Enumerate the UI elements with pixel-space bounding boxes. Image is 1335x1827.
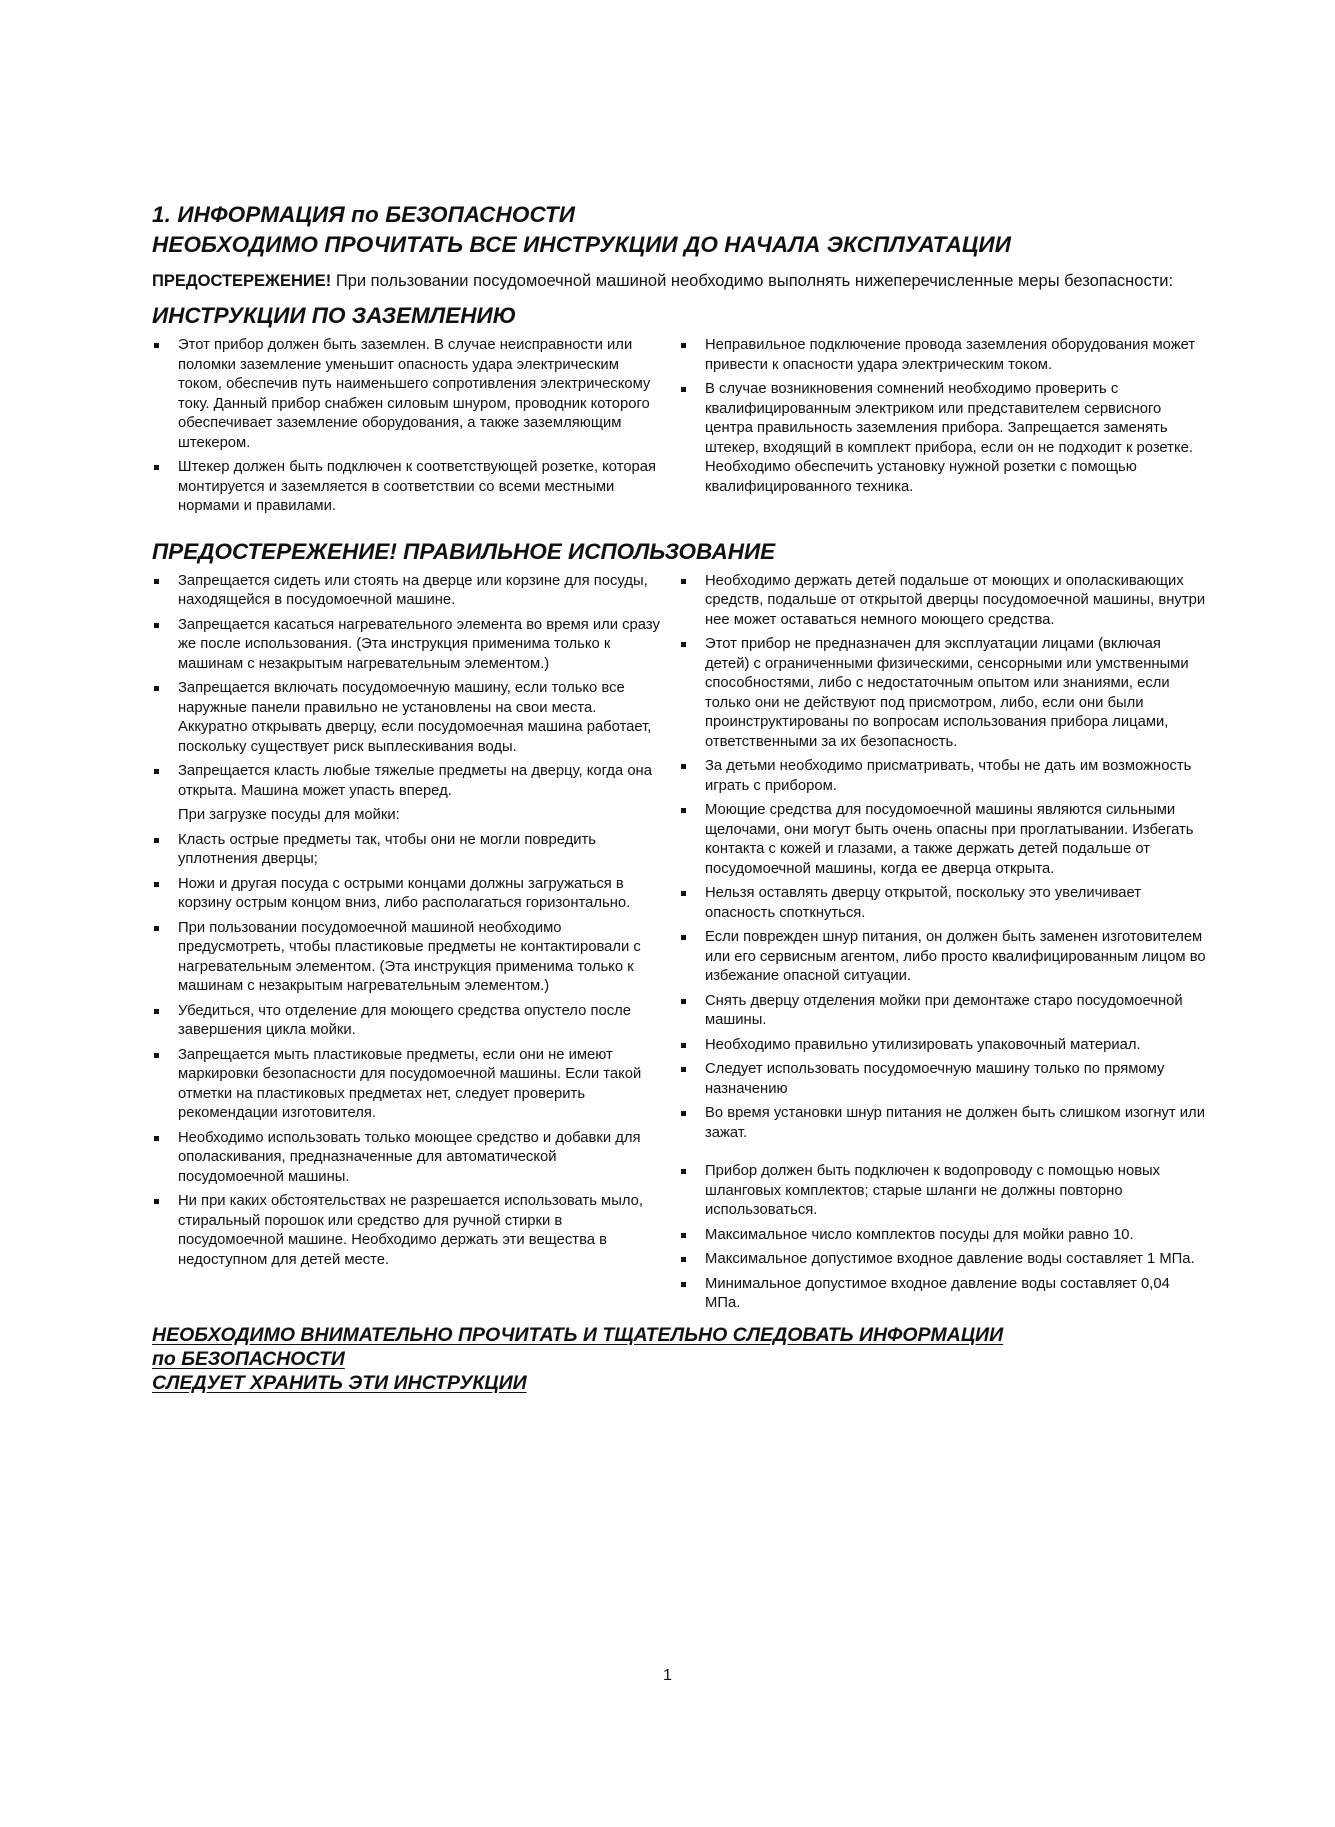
intro-label: ПРЕДОСТЕРЕЖЕНИЕ!	[152, 272, 332, 290]
usage-left-column	[152, 572, 662, 1319]
list-item: Если поврежден шнур питания, он должен быть заменен изготовителем или его сервисным агентом, либо просто квалифицированным лицом во избежание опасной ситуации.	[679, 928, 1207, 987]
list-item: В случае возникновения сомнений необходимо проверить с квалифицированным электриком или представителем сервисного центра правильность заземления прибора. Запрещается заменять штекер, входящий в комплект прибора, если он не подходит к розетке. Необходимо обеспечить установку нужной розетки с помощью квалифицированного техника.	[679, 380, 1207, 497]
list-item: Максимальное допустимое входное давление воды составляет 1 МПа.	[679, 1250, 1207, 1270]
list-item: Запрещается включать посудомоечную машину, если только все наружные панели правильно не установлены на свои места. Аккуратно открывать дверцу, если посудомоечная машина работает, поскольку существует риск выплескивания воды.	[152, 679, 662, 757]
usage-columns	[152, 572, 1207, 1319]
footer-block	[152, 1323, 1207, 1395]
list-item: Необходимо использовать только моющее средство и добавки для ополаскивания, предназначенные для автоматической посудомоечной машины.	[152, 1129, 662, 1188]
list-item: За детьми необходимо присматривать, чтобы не дать им возможность играть с прибором.	[679, 757, 1207, 796]
document-page	[152, 200, 1207, 1395]
list-item: Прибор должен быть подключен к водопроводу с помощью новых шланговых комплектов; старые шланги не должны повторно использоваться.	[679, 1162, 1207, 1221]
list-item: При пользовании посудомоечной машиной необходимо предусмотреть, чтобы пластиковые предметы не контактировали с нагревательным элементом. (Эта инструкция применима только к машинам с незакрытым нагревательным элементом.)	[152, 919, 662, 997]
usage-right-column	[679, 572, 1207, 1319]
grounding-right-column	[679, 336, 1207, 522]
footer-line-3: СЛЕДУЕТ ХРАНИТЬ ЭТИ ИНСТРУКЦИИ	[152, 1371, 527, 1394]
grounding-left-column	[152, 336, 662, 522]
list-item: Моющие средства для посудомоечной машины являются сильными щелочами, они могут быть очень опасны при проглатывании. Избегать контакта с кожей и глазами, а также держать детей подальше от посудомоечной машины, когда ее дверца открыта.	[679, 801, 1207, 879]
grounding-columns	[152, 336, 1207, 522]
document-title: 1. ИНФОРМАЦИЯ по БЕЗОПАСНОСТИ	[152, 202, 576, 227]
list-item: Во время установки шнур питания не должен быть слишком изогнут или зажат.	[679, 1104, 1207, 1143]
list-item: Класть острые предметы так, чтобы они не могли повредить уплотнения дверцы;	[152, 831, 662, 870]
list-item: Ни при каких обстоятельствах не разрешается использовать мыло, стиральный порошок или средство для ручной стирки в посудомоечной машине. Необходимо держать эти вещества в недоступном для детей месте.	[152, 1192, 662, 1270]
intro-warning	[152, 270, 1207, 292]
intro-text: При пользовании посудомоечной машиной необходимо выполнять нижеперечисленные меры безопасности:	[331, 272, 1174, 290]
list-item: Этот прибор должен быть заземлен. В случае неисправности или поломки заземление уменьшит опасность удара электрическим током, обеспечив путь наименьшего сопротивления электрическому току. Данный прибор снабжен силовым шнуром, проводник которого обеспечивает заземление оборудования, а также заземляющим штекером.	[152, 336, 662, 453]
list-item: Нельзя оставлять дверцу открытой, поскольку это увеличивает опасность споткнуться.	[679, 884, 1207, 923]
list-item: Запрещается мыть пластиковые предметы, если они не имеют маркировки безопасности для посудомоечной машины. Если такой отметки на пластиковых предметах нет, следует проверить рекомендации изготовителя.	[152, 1046, 662, 1124]
list-item: Запрещается класть любые тяжелые предметы на дверцу, когда она открыта. Машина может упасть вперед.	[152, 762, 662, 801]
list-item: Необходимо правильно утилизировать упаковочный материал.	[679, 1036, 1207, 1056]
list-item: Запрещается касаться нагревательного элемента во время или сразу же после использования. (Эта инструкция применима только к машинам с незакрытым нагревательным элементом.)	[152, 616, 662, 675]
usage-title: ПРЕДОСТЕРЕЖЕНИЕ! ПРАВИЛЬНОЕ ИСПОЛЬЗОВАНИЕ	[152, 538, 776, 564]
footer-line-1: НЕОБХОДИМО ВНИМАТЕЛЬНО ПРОЧИТАТЬ И ТЩАТЕЛЬНО СЛЕДОВАТЬ ИНФОРМАЦИИ	[152, 1323, 1004, 1346]
list-item: Ножи и другая посуда с острыми концами должны загружаться в корзину острым концом вниз, либо располагаться горизонтально.	[152, 875, 662, 914]
list-item: Штекер должен быть подключен к соответствующей розетке, которая монтируется и заземляется в соответствии со всеми местными нормами и правилами.	[152, 458, 662, 517]
grounding-title: ИНСТРУКЦИИ ПО ЗАЗЕМЛЕНИЮ	[152, 303, 517, 328]
list-item: Максимальное число комплектов посуды для мойки равно 10.	[679, 1226, 1207, 1246]
list-item: Этот прибор не предназначен для эксплуатации лицами (включая детей) с ограниченными физическими, сенсорными или умственными способностями, либо с недостаточным опытом или знаниями, если только они не действуют под присмотром, либо, если они были проинструктированы по вопросам использования прибора лицами, ответственными за их безопасность.	[679, 635, 1207, 752]
loading-label: При загрузке посуды для мойки:	[178, 807, 400, 823]
footer-line-2: по БЕЗОПАСНОСТИ	[152, 1347, 345, 1370]
list-item: Минимальное допустимое входное давление воды составляет 0,04 МПа.	[679, 1275, 1207, 1314]
list-item: Запрещается сидеть или стоять на дверце или корзине для посуды, находящейся в посудомоечной машине.	[152, 572, 662, 611]
page-number: 1	[663, 1667, 672, 1684]
list-item: Убедиться, что отделение для моющего средства опустело после завершения цикла мойки.	[152, 1002, 662, 1041]
list-item: Необходимо держать детей подальше от моющих и ополаскивающих средств, подальше от открытой дверцы посудомоечной машины, внутри нее может оставаться немного моющего средства.	[679, 572, 1207, 631]
list-item: Снять дверцу отделения мойки при демонтаже старо посудомоечной машины.	[679, 992, 1207, 1031]
list-item: Следует использовать посудомоечную машину только по прямому назначению	[679, 1060, 1207, 1099]
document-subtitle: НЕОБХОДИМО ПРОЧИТАТЬ ВСЕ ИНСТРУКЦИИ ДО НАЧАЛА ЭКСПЛУАТАЦИИ	[152, 232, 1011, 257]
list-item: Неправильное подключение провода заземления оборудования может привести к опасности удара электрическим током.	[679, 336, 1207, 375]
